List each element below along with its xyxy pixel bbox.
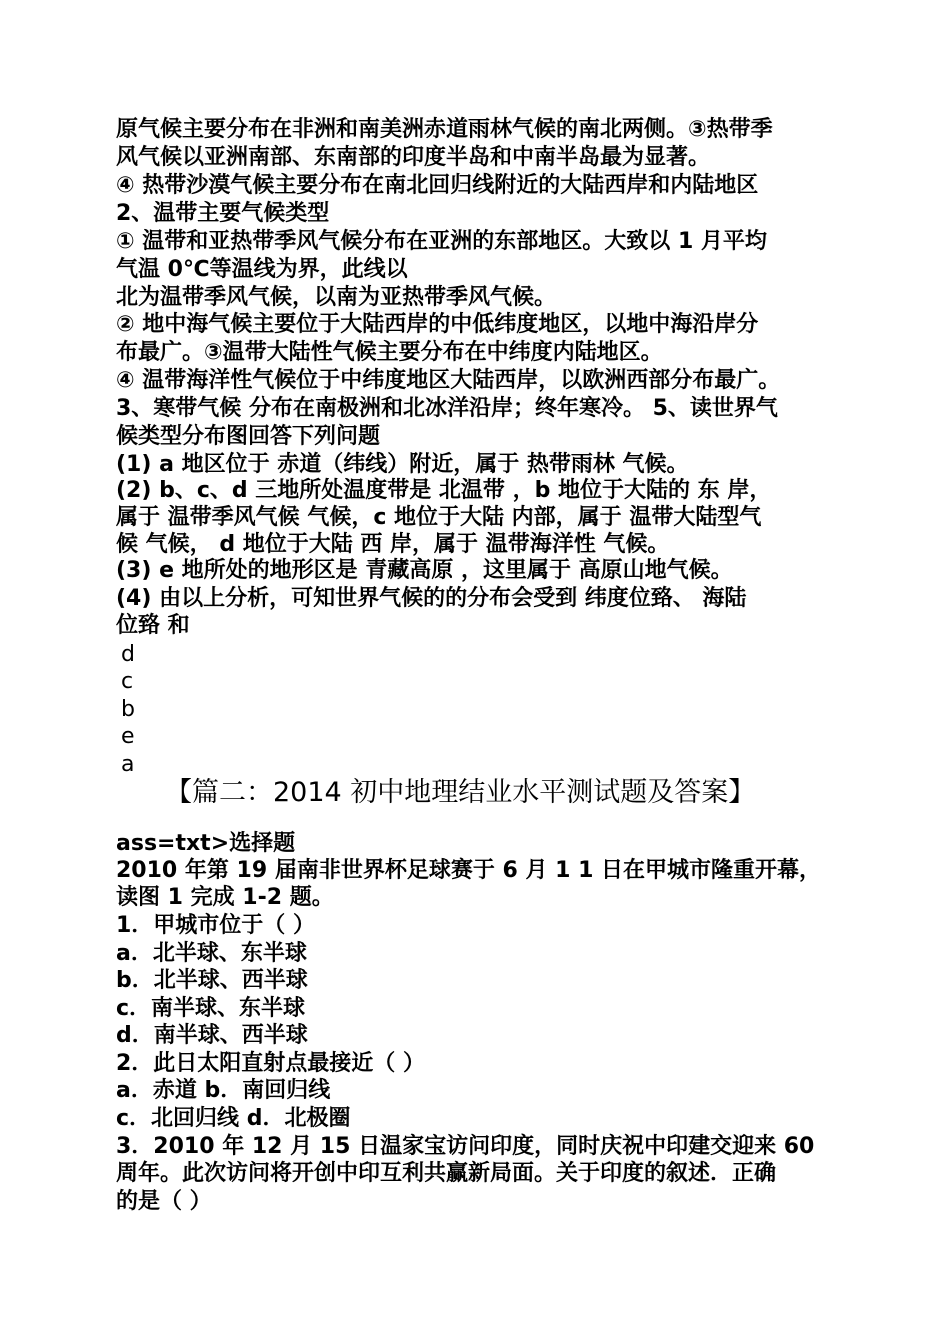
text-line: 属于 温带季风气候 气候，c 地位于大陆 内部，属于 温带大陆型气 (116, 505, 762, 530)
map-label-c: c (121, 669, 134, 694)
text-line: (2) b、c、d 三地所处温度带是 北温带 ，b 地位于大陆的 东 岸， (116, 478, 772, 503)
question-line: 3．2010 年 12 月 15 日温家宝访问印度，同时庆祝中印建交迎来 60 (116, 1134, 815, 1159)
text-line: 候类型分布图回答下列问题 (116, 424, 381, 449)
option-line: a．北半球、东半球 (116, 941, 307, 966)
text-line: ④ 温带海洋性气候位于中纬度地区大陆西岸，以欧洲西部分布最广。 (116, 368, 781, 393)
option-line: c．北回归线 d．北极圈 (116, 1106, 351, 1131)
section-title: 【篇二：2014 初中地理结业水平测试题及答案】 (165, 777, 756, 808)
text-line: 候 气候， d 地位于大陆 西 岸，属于 温带海洋性 气候。 (116, 532, 670, 557)
option-line: a．赤道 b．南回归线 (116, 1078, 331, 1103)
text-line: (1) a 地区位于 赤道（纬线）附近，属于 热带雨林 气候。 (116, 452, 689, 477)
text-line: 2010 年第 19 届南非世界杯足球赛于 6 月 1 1 日在甲城市隆重开幕， (116, 858, 822, 883)
text-line: 气温 0℃等温线为界，此线以 (116, 257, 408, 282)
option-line: c．南半球、东半球 (116, 996, 306, 1021)
text-line: 北为温带季风气候，以南为亚热带季风气候。 (116, 285, 557, 310)
text-line: ④ 热带沙漠气候主要分布在南北回归线附近的大陆西岸和内陆地区 (116, 173, 759, 198)
text-line: ass=txt>选择题 (116, 831, 296, 856)
question-line: 1．甲城市位于（ ） (116, 913, 315, 938)
text-line: 读图 1 完成 1-2 题。 (116, 885, 334, 910)
map-label-b: b (121, 697, 135, 722)
text-line: 原气候主要分布在非洲和南美洲赤道雨林气候的南北两侧。③热带季 (116, 117, 773, 142)
text-line: (4) 由以上分析，可知世界气候的的分布会受到 纬度位臵、 海陆 (116, 586, 747, 611)
option-line: d．南半球、西半球 (116, 1023, 308, 1048)
map-label-e: e (121, 724, 135, 749)
text-line: 布最广。③温带大陆性气候主要分布在中纬度内陆地区。 (116, 340, 663, 365)
text-line: ① 温带和亚热带季风气候分布在亚洲的东部地区。大致以 1 月平均 (116, 229, 767, 254)
option-line: b．北半球、西半球 (116, 968, 308, 993)
text-line: 风气候以亚洲南部、东南部的印度半岛和中南半岛最为显著。 (116, 145, 711, 170)
text-line: 2、温带主要气候类型 (116, 201, 330, 226)
question-line: 周年。此次访问将开创中印互利共赢新局面。关于印度的叙述．正确 (116, 1161, 777, 1186)
text-line: ② 地中海气候主要位于大陆西岸的中低纬度地区，以地中海沿岸分 (116, 312, 759, 337)
map-label-a: a (121, 752, 135, 777)
text-line: 3、寒带气候 分布在南极洲和北冰洋沿岸；终年寒冷。 5、读世界气 (116, 396, 778, 421)
map-label-d: d (121, 642, 135, 667)
text-line: (3) e 地所处的地形区是 青藏高原 ，这里属于 高原山地气候。 (116, 558, 733, 583)
question-line: 2．此日太阳直射点最接近（ ） (116, 1051, 425, 1076)
question-line: 的是（ ） (116, 1189, 212, 1214)
text-line: 位臵 和 (116, 613, 190, 638)
